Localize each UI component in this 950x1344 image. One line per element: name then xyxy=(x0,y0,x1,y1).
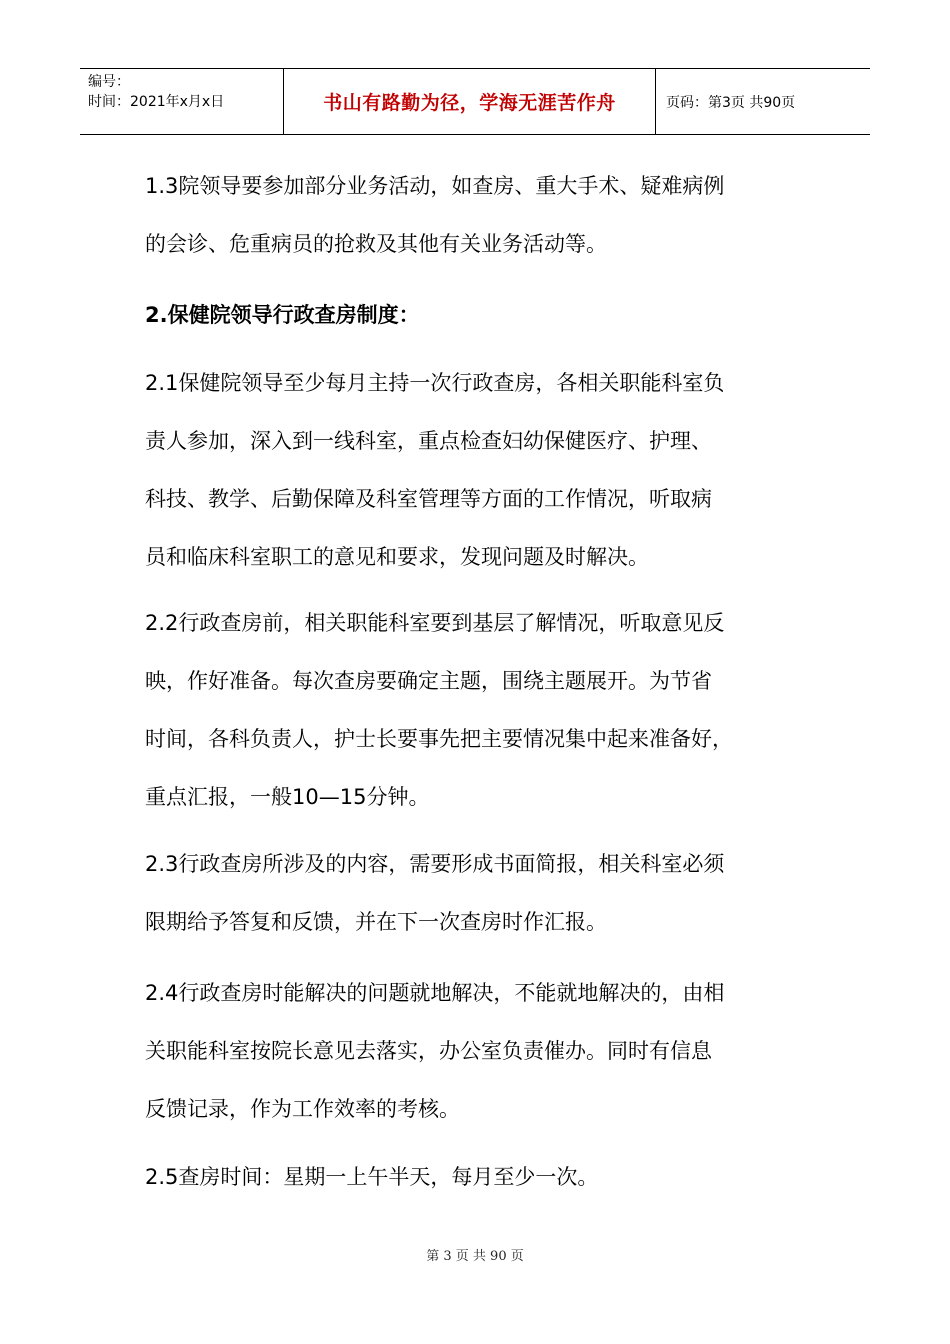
header-page-cell xyxy=(656,69,870,134)
paragraph-2-3 xyxy=(145,835,845,951)
header-meta-cell xyxy=(80,69,284,134)
text-line: 时间，各科负责人，护士长要事先把主要情况集中起来准备好， xyxy=(145,727,733,751)
number-label: 编号： xyxy=(88,74,130,90)
text-line: 2.1保健院领导至少每月主持一次行政查房，各相关职能科室负 xyxy=(145,371,725,395)
paragraph-2-1 xyxy=(145,354,845,586)
text-line: 员和临床科室职工的意见和要求，发现问题及时解决。 xyxy=(145,545,649,569)
text-line: 科技、教学、后勤保障及科室管理等方面的工作情况，听取病 xyxy=(145,487,712,511)
heading-line: 2.保健院领导行政查房制度： xyxy=(145,303,420,327)
text-line: 关职能科室按院长意见去落实，办公室负责催办。同时有信息 xyxy=(145,1039,712,1063)
text-line: 重点汇报，一般10—15分钟。 xyxy=(145,785,430,809)
text-line: 映，作好准备。每次查房要确定主题，围绕主题展开。为节省 xyxy=(145,669,712,693)
paragraph-2-4 xyxy=(145,964,845,1138)
paragraph-1-3 xyxy=(145,157,845,273)
text-line: 2.4行政查房时能解决的问题就地解决，不能就地解决的，由相 xyxy=(145,981,725,1005)
motto-text: 书山有路勤为径，学海无涯苦作舟 xyxy=(323,92,616,114)
document-header xyxy=(80,68,870,135)
paragraph-2-5 xyxy=(145,1148,845,1206)
text-line: 2.2行政查房前，相关职能科室要到基层了解情况，听取意见反 xyxy=(145,611,725,635)
text-line: 责人参加，深入到一线科室，重点检查妇幼保健医疗、护理、 xyxy=(145,429,712,453)
page-footer xyxy=(0,1245,950,1264)
text-line: 限期给予答复和反馈，并在下一次查房时作汇报。 xyxy=(145,910,607,934)
page-info: 页码：第3页 共90页 xyxy=(666,94,796,111)
text-line: 的会诊、危重病员的抢救及其他有关业务活动等。 xyxy=(145,232,607,256)
footer-page-number: 第 3 页 共 90 页 xyxy=(426,1249,524,1264)
text-line: 2.5查房时间：星期一上午半天，每月至少一次。 xyxy=(145,1165,599,1189)
text-line: 反馈记录，作为工作效率的考核。 xyxy=(145,1097,460,1121)
text-line: 2.3行政查房所涉及的内容，需要形成书面简报，相关科室必须 xyxy=(145,852,725,876)
header-motto-cell xyxy=(284,69,656,134)
text-line: 1.3院领导要参加部分业务活动，如查房、重大手术、疑难病例 xyxy=(145,174,725,198)
section-heading-2 xyxy=(145,286,845,344)
time-label: 时间：2021年x月x日 xyxy=(88,94,225,110)
paragraph-2-2 xyxy=(145,594,845,826)
